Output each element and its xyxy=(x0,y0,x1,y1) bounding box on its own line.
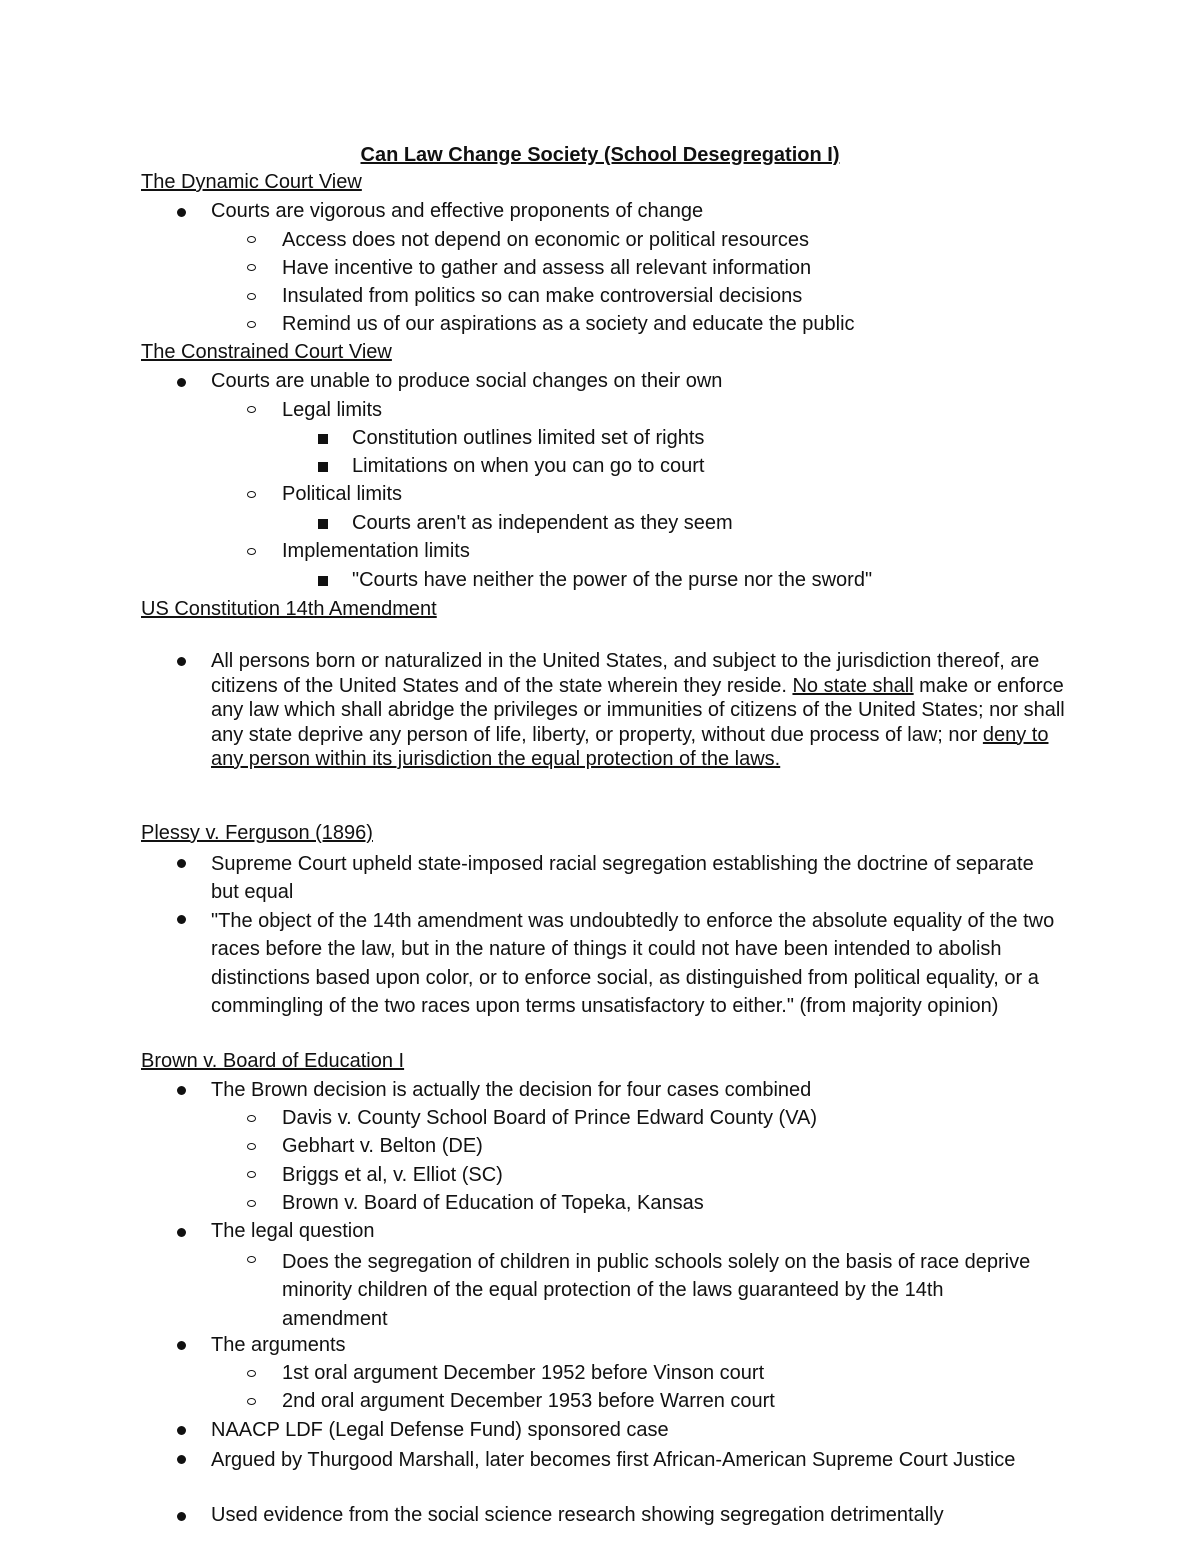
disc-bullet-icon xyxy=(177,1512,186,1521)
section-heading-amendment: US Constitution 14th Amendment xyxy=(141,598,437,620)
list-item: Implementation limits xyxy=(282,540,470,562)
circle-bullet-icon xyxy=(247,406,256,413)
section-heading-dynamic: The Dynamic Court View xyxy=(141,171,362,193)
disc-bullet-icon xyxy=(177,657,186,666)
circle-bullet-icon xyxy=(247,1143,256,1150)
list-item: Courts are unable to produce social changes on their own xyxy=(211,370,723,392)
list-item: Argued by Thurgood Marshall, later becomes first African-American Supreme Court Justice xyxy=(211,1449,1016,1471)
list-item: Have incentive to gather and assess all relevant information xyxy=(282,257,812,279)
list-item: The arguments xyxy=(211,1334,346,1356)
list-item: Courts aren't as independent as they seem xyxy=(352,512,733,534)
list-item: Constitution outlines limited set of rights xyxy=(352,427,705,449)
list-item: The legal question xyxy=(211,1220,375,1242)
circle-bullet-icon xyxy=(247,491,256,498)
circle-bullet-icon xyxy=(247,1370,256,1377)
square-bullet-icon xyxy=(318,434,328,444)
disc-bullet-icon xyxy=(177,1455,186,1464)
list-item: "The object of the 14th amendment was undoubtedly to enforce the absolute equality of the two races before the law, but in the nature of things it could not have been intended to abolish distinctions based upon color, or to enforce social, as distinguished from political equality, or a commingling of the two races upon terms unsatisfactory to either." (from majority opinion) xyxy=(211,910,1055,1017)
section-heading-constrained: The Constrained Court View xyxy=(141,341,392,363)
square-bullet-icon xyxy=(318,462,328,472)
circle-bullet-icon xyxy=(247,293,256,300)
circle-bullet-icon xyxy=(247,1171,256,1178)
section-heading-brown: Brown v. Board of Education I xyxy=(141,1050,405,1072)
list-item: Does the segregation of children in public schools solely on the basis of race deprive minority children of the equal protection of the laws guaranteed by the 14th amendment xyxy=(282,1251,1031,1330)
square-bullet-icon xyxy=(318,519,328,529)
circle-bullet-icon xyxy=(247,264,256,271)
list-item: Political limits xyxy=(282,483,403,505)
list-item: 2nd oral argument December 1953 before Warren court xyxy=(282,1390,775,1412)
disc-bullet-icon xyxy=(177,208,186,217)
list-item: 1st oral argument December 1952 before Vinson court xyxy=(282,1362,765,1384)
list-item: Access does not depend on economic or political resources xyxy=(282,229,809,251)
list-item: Gebhart v. Belton (DE) xyxy=(282,1135,483,1157)
list-item: Courts are vigorous and effective proponents of change xyxy=(211,200,704,222)
section-heading-plessy: Plessy v. Ferguson (1896) xyxy=(141,822,373,844)
circle-bullet-icon xyxy=(247,1256,256,1263)
list-item: Limitations on when you can go to court xyxy=(352,455,705,477)
disc-bullet-icon xyxy=(177,378,186,387)
list-item: Insulated from politics so can make controversial decisions xyxy=(282,285,803,307)
list-item: Remind us of our aspirations as a society and educate the public xyxy=(282,313,855,335)
amendment-text: All persons born or naturalized in the United States, and subject to the jurisdiction thereof, are citizens of the United States and of the state wherein they reside. No state shall make or enforce any law which shall abridge the privileges or immunities of citizens of the United States; nor shall any state deprive any person of life, liberty, or property, without due process of law; nor deny to any person within its jurisdiction the equal protection of the laws. xyxy=(211,650,1065,770)
list-item: Briggs et al, v. Elliot (SC) xyxy=(282,1164,503,1186)
disc-bullet-icon xyxy=(177,1228,186,1237)
list-item: NAACP LDF (Legal Defense Fund) sponsored case xyxy=(211,1419,669,1441)
disc-bullet-icon xyxy=(177,915,186,924)
list-item: Used evidence from the social science research showing segregation detrimentally xyxy=(211,1504,944,1526)
list-item: "Courts have neither the power of the purse nor the sword" xyxy=(352,569,873,591)
disc-bullet-icon xyxy=(177,1086,186,1095)
circle-bullet-icon xyxy=(247,236,256,243)
square-bullet-icon xyxy=(318,576,328,586)
disc-bullet-icon xyxy=(177,1426,186,1435)
circle-bullet-icon xyxy=(247,1115,256,1122)
circle-bullet-icon xyxy=(247,1200,256,1207)
page-title: Can Law Change Society (School Desegregation I) xyxy=(360,144,840,166)
list-item: Brown v. Board of Education of Topeka, Kansas xyxy=(282,1192,704,1214)
list-item: Supreme Court upheld state-imposed racial segregation establishing the doctrine of separate but equal xyxy=(211,853,1034,904)
circle-bullet-icon xyxy=(247,1398,256,1405)
disc-bullet-icon xyxy=(177,859,186,868)
disc-bullet-icon xyxy=(177,1341,186,1350)
circle-bullet-icon xyxy=(247,321,256,328)
list-item: The Brown decision is actually the decision for four cases combined xyxy=(211,1079,812,1101)
list-item: Legal limits xyxy=(282,399,383,421)
list-item: Davis v. County School Board of Prince Edward County (VA) xyxy=(282,1107,818,1129)
circle-bullet-icon xyxy=(247,548,256,555)
